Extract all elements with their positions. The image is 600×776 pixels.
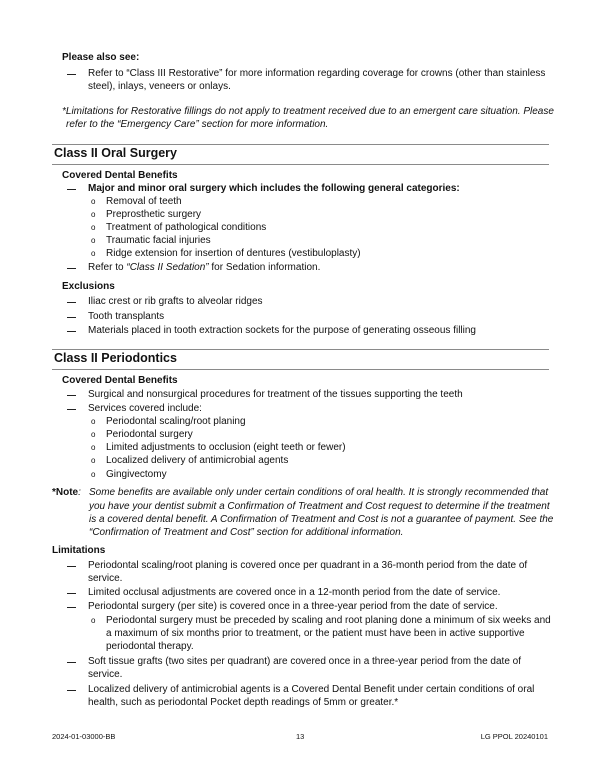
list-item-line: service.: [88, 669, 123, 680]
footer-page-number: 13: [296, 732, 305, 741]
dash-bullet-icon: [67, 607, 76, 608]
divider: [52, 349, 549, 350]
dash-bullet-icon: [67, 662, 76, 663]
list-item-line: Soft tissue grafts (two sites per quadrant) are covered once in a three-year period from the date of: [88, 656, 522, 667]
section-heading: Class II Periodontics: [54, 351, 177, 365]
note-line: Some benefits are available only under certain conditions of oral health. It is strongly recommended that: [89, 487, 549, 498]
list-item-line: health, such as periodontal Pocket depth readings of 5mm or greater.*: [88, 697, 399, 708]
circle-bullet-icon: o: [91, 616, 96, 625]
circle-bullet-icon: o: [91, 236, 96, 245]
dash-bullet-icon: [67, 74, 76, 75]
list-item: Traumatic facial injuries: [106, 235, 211, 246]
note-colon: :: [78, 487, 81, 498]
refer-link: “Class II Sedation”: [126, 262, 209, 273]
circle-bullet-icon: o: [91, 210, 96, 219]
note-label: [52, 486, 81, 499]
refer-suffix: for Sedation information.: [208, 262, 321, 273]
circle-bullet-icon: o: [91, 430, 96, 439]
dash-bullet-icon: [67, 690, 76, 691]
dash-bullet-icon: [67, 189, 76, 190]
sub-item-line: Periodontal surgery must be preceded by scaling and root planing done a minimum of six weeks and: [106, 615, 551, 626]
divider: [52, 144, 549, 145]
list-item-line: Localized delivery of antimicrobial agents is a Covered Dental Benefit under certain conditions of oral: [88, 684, 535, 695]
list-item: Periodontal surgery: [106, 429, 193, 440]
circle-bullet-icon: o: [91, 249, 96, 258]
list-item: Limited adjustments to occlusion (eight teeth or fewer): [106, 442, 346, 453]
dash-bullet-icon: [67, 409, 76, 410]
note-line: is a covered dental benefit. A Confirmation of Treatment and Cost is not a guarantee of payment. See the: [89, 514, 554, 525]
list-item: Major and minor oral surgery which includes the following general categories:: [88, 183, 460, 194]
note-line: “Confirmation of Treatment and Cost” section for additional information.: [89, 527, 404, 538]
list-item: Materials placed in tooth extraction sockets for the purpose of generating osseous filling: [88, 325, 476, 336]
list-item: Preprosthetic surgery: [106, 209, 202, 220]
subheading: Covered Dental Benefits: [62, 170, 178, 181]
footer-doc-id: 2024-01-03000-BB: [52, 732, 116, 741]
dash-bullet-icon: [67, 566, 76, 567]
list-item: Tooth transplants: [88, 311, 165, 322]
dash-bullet-icon: [67, 268, 76, 269]
list-item-line: Limited occlusal adjustments are covered once in a 12-month period from the date of service.: [88, 587, 501, 598]
note-line: you have your dentist submit a Confirmation of Treatment and Cost request to determine if the treatment: [89, 501, 550, 512]
subheading: Please also see:: [62, 52, 140, 63]
list-item: [88, 261, 320, 274]
subheading: Limitations: [52, 545, 106, 556]
footer-version: LG PPOL 20240101: [480, 732, 548, 741]
list-item: Iliac crest or rib grafts to alveolar ridges: [88, 296, 263, 307]
dash-bullet-icon: [67, 593, 76, 594]
note-label-text: *Note: [52, 487, 79, 498]
dash-bullet-icon: [67, 302, 76, 303]
section-heading: Class II Oral Surgery: [54, 146, 177, 160]
list-item: Services covered include:: [88, 403, 202, 414]
list-item-line: steel), inlays, veneers or onlays.: [88, 81, 231, 92]
dash-bullet-icon: [67, 395, 76, 396]
list-item-line: service.: [88, 573, 123, 584]
subheading: Covered Dental Benefits: [62, 375, 178, 386]
circle-bullet-icon: o: [91, 456, 96, 465]
note-line: *Limitations for Restorative fillings do not apply to treatment received due to an emergent care situation. Please: [62, 106, 554, 117]
sub-item-line: periodontal therapy.: [106, 641, 194, 652]
circle-bullet-icon: o: [91, 197, 96, 206]
divider: [52, 369, 549, 370]
sub-item-line: a maximum of six months prior to treatment, or the patient must have been in active supportive: [106, 628, 525, 639]
circle-bullet-icon: o: [91, 470, 96, 479]
list-item: Surgical and nonsurgical procedures for treatment of the tissues supporting the teeth: [88, 389, 463, 400]
dash-bullet-icon: [67, 331, 76, 332]
list-item: Localized delivery of antimicrobial agents: [106, 455, 289, 466]
list-item-line: Refer to “Class III Restorative” for more information regarding coverage for crowns (other than stainless: [88, 68, 546, 79]
list-item: Ridge extension for insertion of dentures (vestibuloplasty): [106, 248, 361, 259]
divider: [52, 164, 549, 165]
dash-bullet-icon: [67, 317, 76, 318]
refer-prefix: Refer to: [88, 262, 127, 273]
list-item: Periodontal scaling/root planing: [106, 416, 246, 427]
list-item: Gingivectomy: [106, 469, 167, 480]
list-item: Treatment of pathological conditions: [106, 222, 267, 233]
list-item-line: Periodontal surgery (per site) is covered once in a three-year period from the date of service.: [88, 601, 498, 612]
circle-bullet-icon: o: [91, 417, 96, 426]
note-line: refer to the “Emergency Care” section for more information.: [66, 119, 329, 130]
list-item-line: Periodontal scaling/root planing is covered once per quadrant in a 36-month period from the date of: [88, 560, 528, 571]
circle-bullet-icon: o: [91, 223, 96, 232]
circle-bullet-icon: o: [91, 443, 96, 452]
subheading: Exclusions: [62, 281, 115, 292]
list-item: Removal of teeth: [106, 196, 182, 207]
